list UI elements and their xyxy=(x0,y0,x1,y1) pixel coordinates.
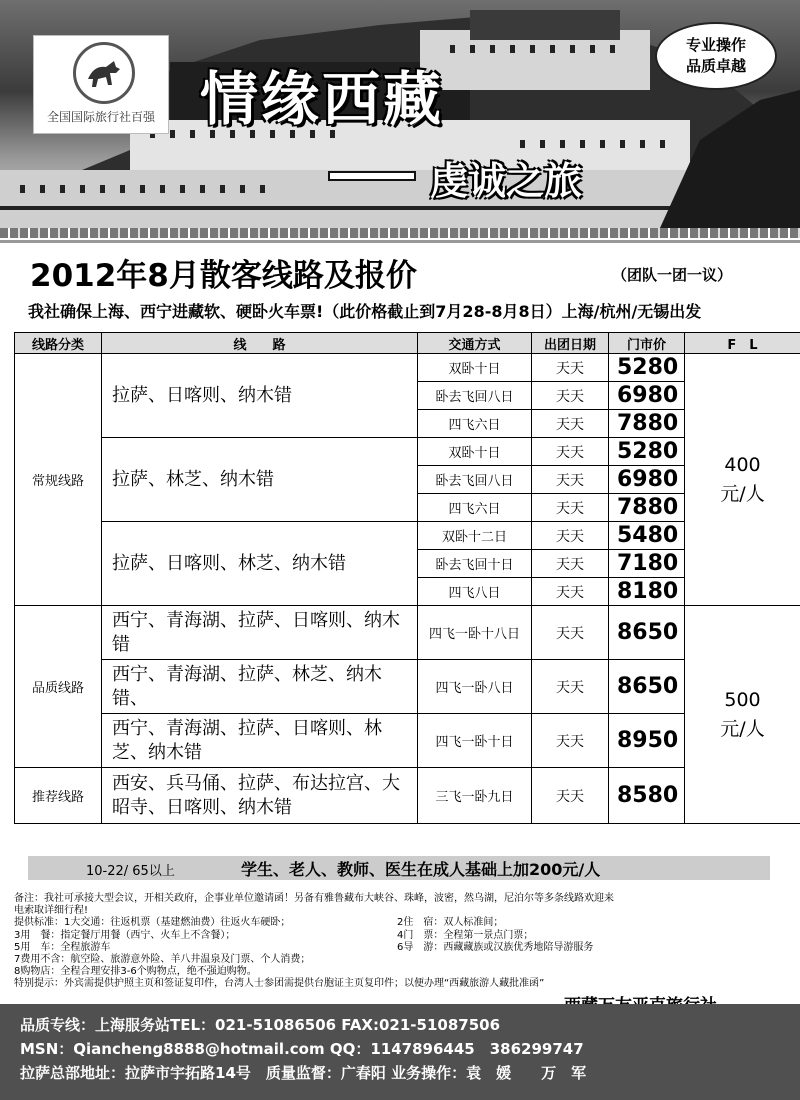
date-cell: 天天 xyxy=(532,660,609,714)
header-date: 出团日期 xyxy=(532,333,609,354)
category-cell: 常规线路 xyxy=(15,354,102,606)
note-line: 8购物店：全程合理安排3-6个购物点，绝不强迫购物。 xyxy=(14,966,257,978)
date-cell: 天天 xyxy=(532,354,609,382)
route-cell: 西安、兵马俑、拉萨、布达拉宫、大昭寺、日喀则、纳木错 xyxy=(102,768,418,824)
price-cell: 7180 xyxy=(609,550,685,578)
price-cell: 8650 xyxy=(609,660,685,714)
footer xyxy=(0,1004,800,1100)
price-cell: 8580 xyxy=(609,768,685,824)
divider xyxy=(0,240,800,243)
decorative-border xyxy=(0,228,800,238)
price-cell: 8950 xyxy=(609,714,685,768)
fl-unit: 元/人 xyxy=(720,482,765,505)
date-cell: 天天 xyxy=(532,768,609,824)
date-cell: 天天 xyxy=(532,466,609,494)
badge-line-1: 专业操作 xyxy=(685,36,746,54)
transport-cell: 双卧十二日 xyxy=(418,522,532,550)
transport-cell: 四飞一卧十日 xyxy=(418,714,532,768)
category-cell: 推荐线路 xyxy=(15,768,102,824)
surcharge-text: 学生、老人、教师、医生在成人基础上加200元/人 xyxy=(241,860,601,879)
note-line xyxy=(14,930,790,942)
price-cell: 7880 xyxy=(609,494,685,522)
table-row xyxy=(15,522,800,550)
banner-title: 情缘西藏 xyxy=(200,65,445,133)
date-cell: 天天 xyxy=(532,606,609,660)
table-row xyxy=(15,768,800,824)
date-cell: 天天 xyxy=(532,382,609,410)
fl-cell xyxy=(685,354,800,606)
table-row xyxy=(15,714,800,768)
page-title: 2012年8月散客线路及报价 xyxy=(30,258,417,294)
date-cell: 天天 xyxy=(532,522,609,550)
date-cell: 天天 xyxy=(532,494,609,522)
horse-logo-icon xyxy=(73,42,135,104)
price-cell: 8650 xyxy=(609,606,685,660)
table-row xyxy=(15,606,800,660)
header-fl: F L xyxy=(685,333,800,354)
standard-transport: 提供标准：1大交通：往返机票（基建燃油费）往返火车硬卧； xyxy=(14,917,291,929)
header-banner xyxy=(0,0,800,228)
price-table xyxy=(14,332,800,824)
date-cell: 天天 xyxy=(532,578,609,606)
price-cell: 5280 xyxy=(609,438,685,466)
fl-cell xyxy=(685,606,800,824)
price-cell: 6980 xyxy=(609,466,685,494)
route-cell: 拉萨、日喀则、纳木错 xyxy=(102,354,418,438)
notes-section xyxy=(14,893,790,991)
price-cell: 6980 xyxy=(609,382,685,410)
subtitle-dash xyxy=(330,173,414,179)
note-line xyxy=(14,942,790,954)
banner-subtitle: 虔诚之旅 xyxy=(430,158,583,203)
transport-cell: 双卧十日 xyxy=(418,354,532,382)
standard-tickets: 4门 票：全程第一景点门票； xyxy=(397,929,534,941)
transport-cell: 四飞一卧十八日 xyxy=(418,606,532,660)
note-line xyxy=(14,917,790,929)
standard-meals: 3用 餐：指定餐厅用餐（西宁、火车上不含餐）； xyxy=(14,929,236,941)
intro-text: 我社确保上海、西宁进藏软、硬卧火车票!（此价格截止到7月28-8月8日）上海/杭州/无锡出发 xyxy=(28,302,702,321)
footer-contact: MSN：Qiancheng8888@hotmail.com QQ：1147896445 386299747 xyxy=(20,1040,584,1058)
transport-cell: 卧去飞回十日 xyxy=(418,550,532,578)
note-line: 特别提示：外宾需提供护照主页和签证复印件，台湾人士参团需提供台胞证主页复印件；以便办理“西藏旅游人藏批准函” xyxy=(14,978,545,990)
fl-unit: 元/人 xyxy=(720,717,765,740)
route-cell: 拉萨、日喀则、林芝、纳木错 xyxy=(102,522,418,606)
price-cell: 7880 xyxy=(609,410,685,438)
price-cell: 8180 xyxy=(609,578,685,606)
table-header-row xyxy=(15,333,800,354)
date-cell: 天天 xyxy=(532,438,609,466)
price-cell: 5280 xyxy=(609,354,685,382)
transport-cell: 四飞一卧八日 xyxy=(418,660,532,714)
note-line: 7费用不含：航空险、旅游意外险、羊八井温泉及门票、个人消费； xyxy=(14,953,311,965)
group-note: （团队一团一议） xyxy=(612,266,733,284)
transport-cell: 双卧十日 xyxy=(418,438,532,466)
surcharge-age: 10-22/ 65以上 xyxy=(86,864,175,879)
header-category: 线路分类 xyxy=(15,333,102,354)
table-row xyxy=(15,354,800,382)
category-cell: 品质线路 xyxy=(15,606,102,768)
header-price: 门市价 xyxy=(609,333,685,354)
transport-cell: 四飞八日 xyxy=(418,578,532,606)
company-logo xyxy=(33,35,169,134)
date-cell: 天天 xyxy=(532,410,609,438)
standard-guide: 6导 游：西藏藏族或汉族优秀地陪导游服务 xyxy=(397,941,594,953)
note-line: 电索取详细行程! xyxy=(14,905,89,917)
logo-caption: 全国国际旅行社百强 xyxy=(46,110,155,124)
fl-amount: 400 xyxy=(724,453,761,476)
route-cell: 拉萨、林芝、纳木错 xyxy=(102,438,418,522)
badge-line-2: 品质卓越 xyxy=(685,57,746,75)
transport-cell: 四飞六日 xyxy=(418,494,532,522)
note-line: 备注：我社可承接大型会议，开相关政府，企事业单位邀请函！另备有雅鲁藏布大峡谷、珠峰，波密，然乌湖，尼泊尔等多条线路欢迎来 xyxy=(14,893,614,904)
price-cell: 5480 xyxy=(609,522,685,550)
header-transport: 交通方式 xyxy=(418,333,532,354)
surcharge-bar xyxy=(28,856,770,880)
route-cell: 西宁、青海湖、拉萨、林芝、纳木错、 xyxy=(102,660,418,714)
date-cell: 天天 xyxy=(532,714,609,768)
fl-amount: 500 xyxy=(724,688,761,711)
table-row xyxy=(15,660,800,714)
date-cell: 天天 xyxy=(532,550,609,578)
table-row xyxy=(15,438,800,466)
transport-cell: 四飞六日 xyxy=(418,410,532,438)
header-route: 线 路 xyxy=(102,333,418,354)
quality-badge xyxy=(655,22,777,90)
standard-lodging: 2住 宿：双人标准间； xyxy=(397,917,504,929)
footer-address: 拉萨总部地址：拉萨市宇拓路14号 质量监督：广春阳 业务操作：袁 媛 万 军 xyxy=(20,1064,587,1082)
route-cell: 西宁、青海湖、拉萨、日喀则、林芝、纳木错 xyxy=(102,714,418,768)
standard-vehicle: 5用 车：全程旅游车 xyxy=(14,941,111,953)
route-cell: 西宁、青海湖、拉萨、日喀则、纳木错 xyxy=(102,606,418,660)
footer-phone: 品质专线：上海服务站TEL：021-51086506 FAX:021-51087506 xyxy=(20,1016,501,1034)
transport-cell: 卧去飞回八日 xyxy=(418,466,532,494)
transport-cell: 三飞一卧九日 xyxy=(418,768,532,824)
transport-cell: 卧去飞回八日 xyxy=(418,382,532,410)
